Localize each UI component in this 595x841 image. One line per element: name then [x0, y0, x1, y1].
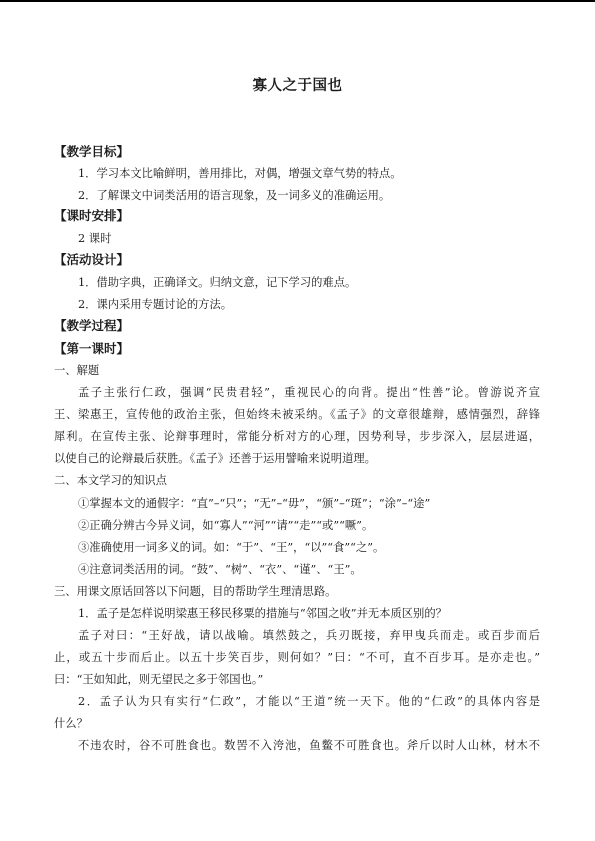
knowledge-item: ③准确使用一词多义的词。如：“于”、“王”，“以”“食”“之”。 [78, 541, 385, 554]
activity-item: 2．课内采用专题讨论的方法。 [78, 298, 233, 311]
question-line: 2．孟子认为只有实行“仁政”，才能以“王道”统一天下。他的“仁政”的具体内容是 [78, 695, 540, 708]
section-title: 三、用课文原话回答以下问题，目的帮助学生理清思路。 [54, 585, 337, 598]
body-line: 以使自己的论辩最后获胜。《孟子》还善于运用譬喻来说明道理。 [54, 452, 376, 465]
heading-teaching-goals: 【教学目标】 [54, 144, 130, 159]
section-title: 二、本文学习的知识点 [54, 474, 167, 487]
heading-lesson-one: 【第一课时】 [54, 341, 130, 356]
body-line: 孟子主张行仁政，强调“民贵君轻”，重视民心的向背。提出“性善”论。曾游说齐宣 [78, 386, 540, 399]
answer-line: 曰：“王如知此，则无望民之多于邻国也。” [54, 673, 264, 686]
schedule-text: 2 课时 [78, 232, 112, 245]
question-line: 什么？ [54, 717, 88, 730]
goal-item: 2．了解课文中词类活用的语言现象，及一词多义的准确运用。 [78, 189, 391, 202]
activity-item: 1．借助字典，正确译文。归纳文意，记下学习的难点。 [78, 276, 357, 289]
heading-schedule: 【课时安排】 [54, 208, 130, 223]
knowledge-item: ①掌握本文的通假字：“直”–“只”；“无”–“毋”，“颁”–“斑”；“涂”–“途” [78, 497, 431, 510]
goal-item: 1．学习本文比喻鲜明，善用排比，对偶，增强文章气势的特点。 [78, 167, 402, 180]
heading-process: 【教学过程】 [54, 318, 130, 333]
heading-activities: 【活动设计】 [54, 252, 130, 267]
body-line: 王、梁惠王，宣传他的政治主张，但始终未被采纳。《孟子》的文章很雄辩，感情强烈，辞锋 [54, 408, 540, 421]
section-title: 一、解题 [54, 364, 100, 377]
answer-line: 不违农时，谷不可胜食也。数罟不入洿池，鱼鳖不可胜食也。斧斤以时人山林，材木不 [78, 739, 540, 752]
knowledge-item: ④注意词类活用的词。“鼓”、“树”、“衣”、“谨”、“王”。 [78, 563, 362, 576]
body-line: 犀利。在宣传主张、论辩事理时，常能分析对方的心理，因势利导，步步深入，层层进逼， [54, 430, 540, 443]
top-rule [0, 0, 595, 2]
knowledge-item: ②正确分辨古今异义词，如“寡人”“河”“请”“走”“或”“噘”。 [78, 519, 374, 532]
answer-line: 止，或五十步而后止。以五十步笑百步，则何如？”曰：“不可，直不百步耳。是亦走也。” [54, 651, 540, 664]
question-line: 1．孟子是怎样说明梁惠王移民移粟的措施与“邻国之收”并无本质区别的？ [78, 607, 447, 620]
page-title: 寡人之于国也 [252, 78, 343, 94]
answer-line: 孟子对曰：“王好战，请以战喻。填然鼓之，兵刃既接，弃甲曳兵而走。或百步而后 [78, 629, 540, 642]
